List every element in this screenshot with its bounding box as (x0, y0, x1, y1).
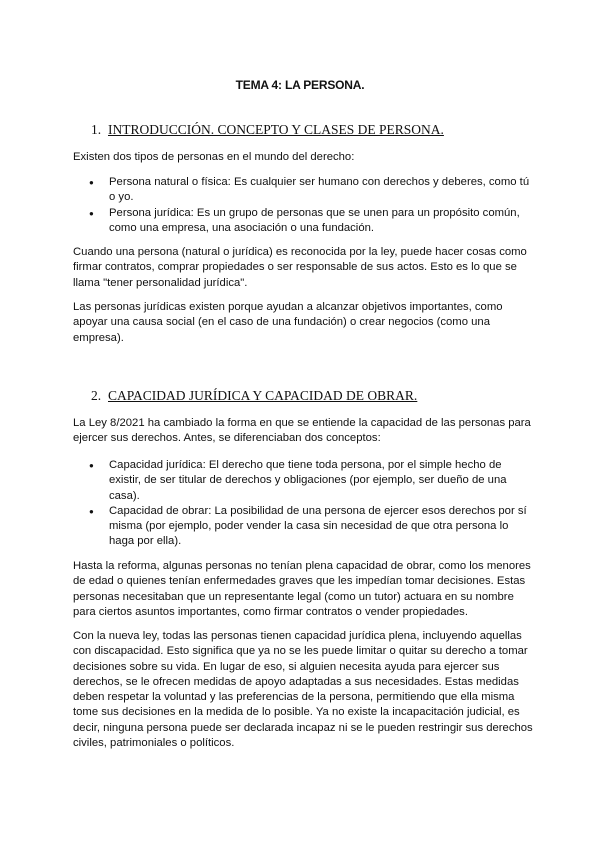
list-item: ● Capacidad de obrar: La posibilidad de una persona de ejercer esos derechos por sí misma (por ejemplo, poder vender la casa sin necesidad de que otra persona lo haga por ella). (73, 504, 533, 550)
section-1-bullet-list (73, 175, 533, 236)
section-1-intro: Existen dos tipos de personas en el mundo del derecho: (73, 151, 355, 163)
list-item: ● Persona jurídica: Es un grupo de personas que se unen para un propósito común, como una empresa, una asociación o una fundación. (73, 206, 533, 237)
section-1-paragraph-1: Cuando una persona (natural o jurídica) es reconocida por la ley, puede hacer cosas como firmar contratos, comprar propiedades o ser responsable de sus actos. Esto es lo que se llama "tener personalidad jurídica". (73, 246, 527, 289)
section-1-number: 1. (91, 122, 102, 137)
section-1-paragraph-2: Las personas jurídicas existen porque ayudan a alcanzar objetivos importantes, como apoyar una causa social (en el caso de una fundación) o crear negocios (como una empresa). (73, 301, 503, 344)
section-1-heading (91, 122, 444, 138)
section-2-heading (91, 388, 417, 404)
list-item: ● Persona natural o física: Es cualquier ser humano con derechos y deberes, como tú o yo. (73, 175, 533, 206)
page-title: TEMA 4: LA PERSONA. (235, 78, 365, 92)
section-1-title: INTRODUCCIÓN. CONCEPTO Y CLASES DE PERSONA. (108, 122, 444, 137)
section-2-bullet-list (73, 458, 533, 550)
section-2-number: 2. (91, 388, 102, 403)
section-2-paragraph-2: Con la nueva ley, todas las personas tienen capacidad jurídica plena, incluyendo aquellas con discapacidad. Esto significa que ya no se les puede limitar o quitar su derecho a tomar decisiones sobre su vida. En lugar de eso, si alguien necesita ayuda para ejercer sus derechos, se le ofrecen medidas de apoyo adaptadas a sus necesidades. Estas medidas deben respetar la voluntad y las preferencias de la persona, permitiendo que ella misma tome sus decisiones en la medida de lo posible. Ya no existe la incapacitación judicial, es decir, ninguna persona puede ser declarada incapaz ni se le pueden restringir sus derechos civiles, patrimoniales o políticos. (73, 630, 533, 750)
section-2-paragraph-1: Hasta la reforma, algunas personas no tenían plena capacidad de obrar, como los menores de edad o quienes tenían enfermedades graves que les impedían tomar decisiones. Estas personas necesitaban que un representante legal (como un tutor) actuara en su nombre para ciertos asuntos importantes, como firmar contratos o vender propiedades. (73, 560, 531, 618)
list-item: ● Capacidad jurídica: El derecho que tiene toda persona, por el simple hecho de existir, de ser titular de derechos y obligaciones (por ejemplo, ser dueño de una casa). (73, 458, 533, 504)
section-2-title: CAPACIDAD JURÍDICA Y CAPACIDAD DE OBRAR. (108, 388, 418, 403)
section-2-intro: La Ley 8/2021 ha cambiado la forma en que se entiende la capacidad de las personas para ejercer sus derechos. Antes, se diferenciaban dos conceptos: (73, 417, 531, 445)
